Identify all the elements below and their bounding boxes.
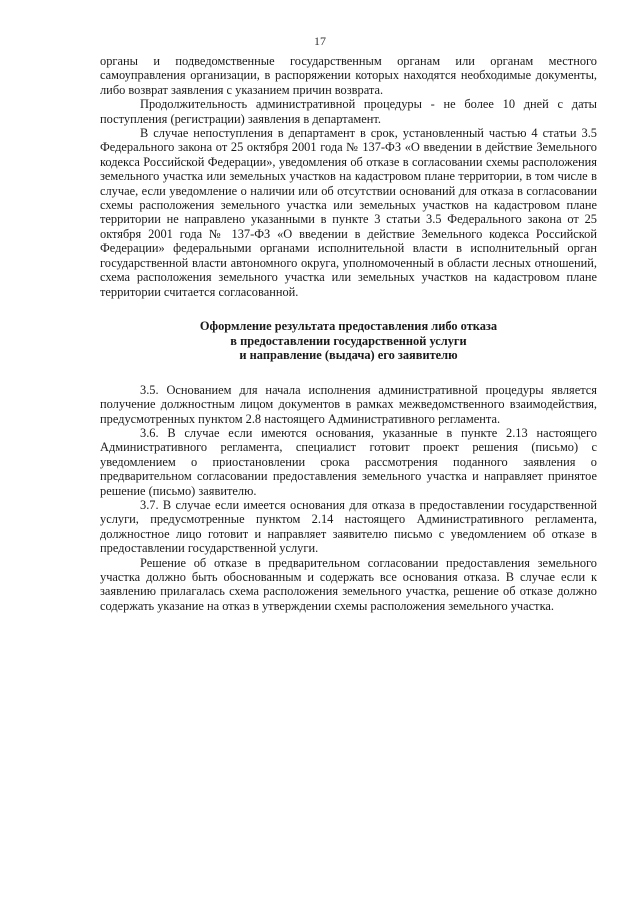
paragraph-duration: Продолжительность административной процедуры - не более 10 дней с даты поступления (регистрации) заявления в департамент. <box>100 97 597 126</box>
clause-3-6: 3.6. В случае если имеются основания, указанные в пункте 2.13 настоящего Административного регламента, специалист готовит проект решения (письмо) с уведомлением о приостановлении срока рассмотрения поданного заявления о предварительном согласовании предоставления земельного участка и направляет принятое решение (письмо) заявителю. <box>100 425 597 498</box>
paragraph-refusal-decision: Решение об отказе в предварительном согласовании предоставления земельного участка должно быть обоснованным и содержать все основания отказа. В случае если к заявлению прилагалась схема расположения земельного участка, решение об отказе должно содержать указание на отказ в утверждении схемы расположения земельного участка. <box>100 555 597 613</box>
document-body <box>100 54 597 613</box>
section-heading <box>100 319 597 363</box>
section-heading-line-2: в предоставлении государственной услуги <box>230 333 467 348</box>
section-heading-line-3: и направление (выдача) его заявителю <box>239 348 458 363</box>
paragraph-non-receipt: В случае непоступления в департамент в срок, установленный частью 4 статьи 3.5 Федерального закона от 25 октября 2001 года № 137-ФЗ «О введении в действие Земельного кодекса Российской Федерации», уведомления об отказе в согласовании схемы расположения земельного участка или земельных участков на кадастровом плане территории, в том числе в случае, если уведомление о наличии или об отсутствии оснований для отказа в согласовании схемы расположения земельного участка или земельных участков на кадастровом плане территории не направлено указанными в пункте 3 статьи 3.5 Федерального закона от 25 октября 2001 года № 137-ФЗ «О введении в действие Земельного кодекса Российской Федерации» федеральными органами исполнительной власти в исполнительный орган государственной власти автономного округа, уполномоченный в области лесных отношений, схема расположения земельного участка или земельных участков на кадастровом плане территории считается согласованной. <box>100 126 597 299</box>
page-number: 17 <box>314 34 326 48</box>
section-heading-line-1: Оформление результата предоставления либо отказа <box>199 318 498 333</box>
clause-3-5: 3.5. Основанием для начала исполнения административной процедуры является получение должностным лицом документов в рамках межведомственного взаимодействия, предусмотренных пунктом 2.8 настоящего Административного регламента. <box>100 382 597 426</box>
paragraph-continuation: органы и подведомственные государственным органам или органам местного самоуправления организации, в распоряжении которых находятся необходимые документы, либо возврат заявления с указанием причин возврата. <box>100 54 597 97</box>
clause-3-7: 3.7. В случае если имеется основания для отказа в предоставлении государственной услуги, предусмотренные пунктом 2.14 настоящего Административного регламента, должностное лицо готовит и направляет заявителю письмо с уведомлением об отказе в предоставлении государственной услуги. <box>100 497 597 556</box>
